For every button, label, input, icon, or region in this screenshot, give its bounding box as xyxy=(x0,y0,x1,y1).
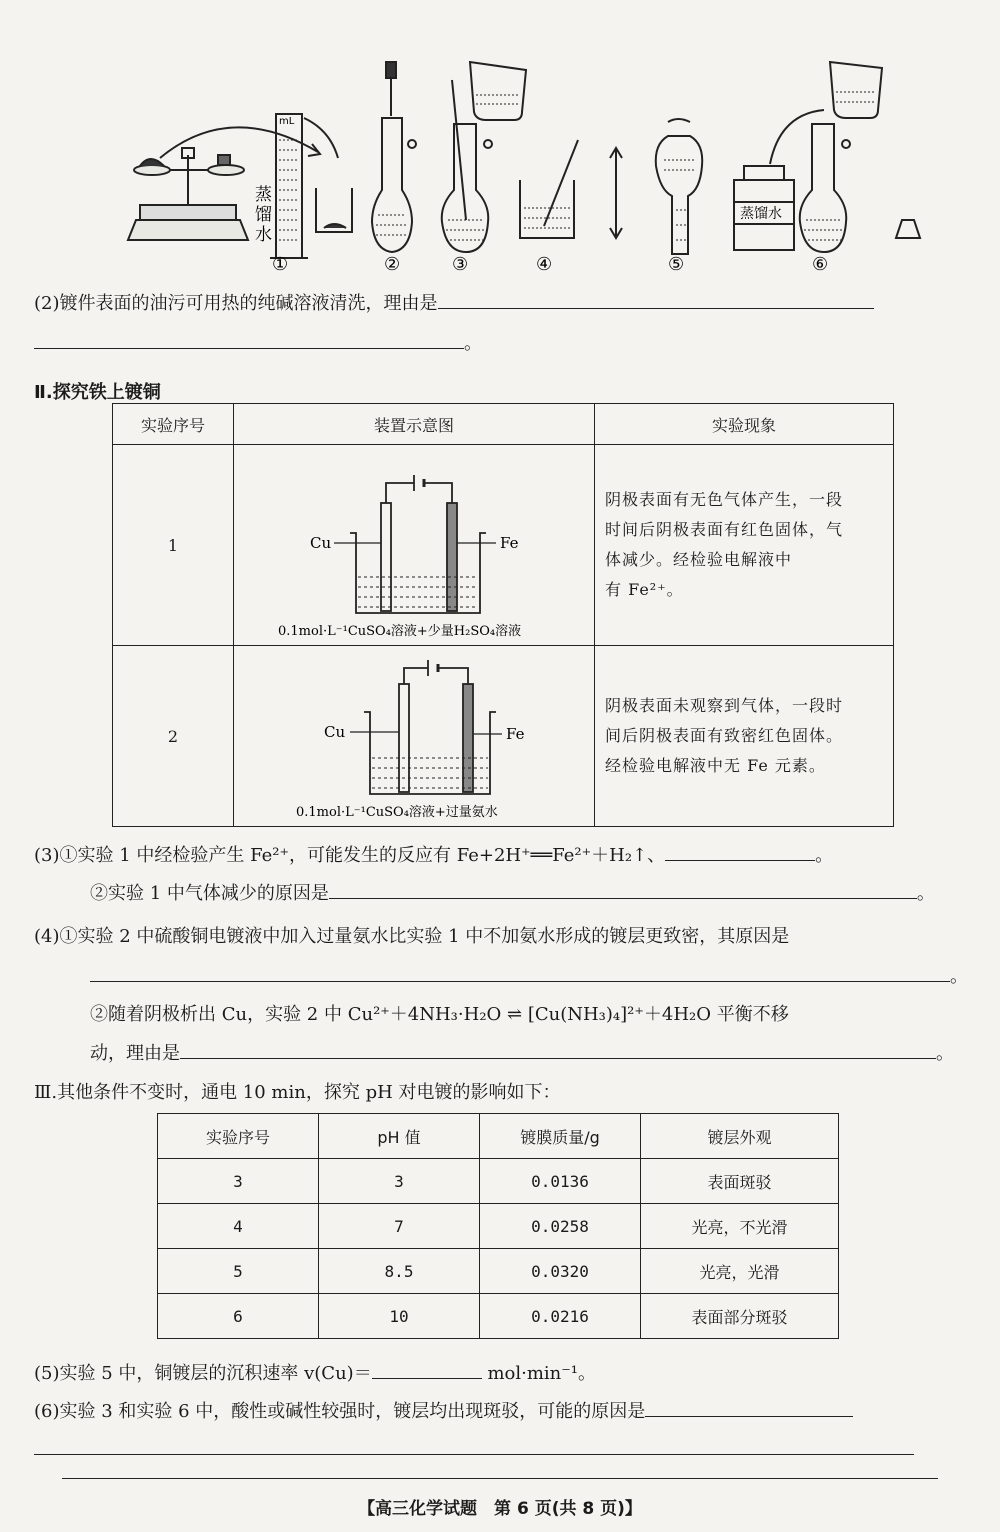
question-3-1: (3)①实验 1 中经检验产生 Fe²⁺，可能发生的反应有 Fe+2H⁺══Fe²⁺＋H₂↑、 。 xyxy=(34,842,833,868)
electrolysis-setup-2 xyxy=(234,646,594,826)
table-header: 镀层外观 xyxy=(641,1114,839,1159)
section-2-title: Ⅱ.探究铁上镀铜 xyxy=(34,382,161,403)
table-row: 3 3 0.0136 表面斑驳 xyxy=(158,1159,839,1204)
electrolysis-setup-1 xyxy=(234,445,594,645)
inverted-flask-icon xyxy=(656,119,703,254)
volumetric-flask-icon xyxy=(442,62,526,252)
section-3-title: Ⅲ.其他条件不变时，通电 10 min，探究 pH 对电镀的影响如下： xyxy=(34,1082,561,1103)
answer-blank[interactable] xyxy=(645,1398,853,1417)
answer-blank[interactable] xyxy=(34,1436,914,1455)
answer-blank[interactable] xyxy=(665,842,815,861)
step-number: ① xyxy=(272,254,289,275)
stopper-icon xyxy=(896,220,920,238)
table-cell: 2 xyxy=(113,646,234,827)
table-row: 6 10 0.0216 表面部分斑驳 xyxy=(158,1294,839,1339)
final-flask-icon xyxy=(800,62,882,252)
phenomenon-cell: 阴极表面未观察到气体，一段时 间后阴极表面有致密红色固体。 经检验电解液中无 Fe 元素。 xyxy=(595,646,894,827)
question-2: (2)镀件表面的油污可用热的纯碱溶液清洗，理由是 xyxy=(34,290,874,316)
dropper-icon xyxy=(372,62,416,252)
question-4-2: ②随着阴极析出 Cu，实验 2 中 Cu²⁺＋4NH₃·H₂O ⇌ [Cu(NH₃)₄]²⁺＋4H₂O 平衡不移 xyxy=(90,1004,789,1025)
svg-text:Cu: Cu xyxy=(324,723,346,741)
experiment-table-2 xyxy=(157,1113,839,1339)
svg-text:Cu: Cu xyxy=(310,534,332,552)
step-number: ② xyxy=(384,254,401,275)
answer-blank[interactable] xyxy=(329,880,917,899)
table-row: 4 7 0.0258 光亮，不光滑 xyxy=(158,1204,839,1249)
question-3-2: ②实验 1 中气体减少的原因是 。 xyxy=(90,880,935,906)
experiment-table-1 xyxy=(112,403,894,827)
apparatus-cell xyxy=(234,646,595,827)
answer-blank[interactable] xyxy=(34,330,464,349)
cylinder-unit: mL xyxy=(279,116,295,127)
page-footer: 【高三化学试题 第 6 页(共 8 页)】 xyxy=(358,1499,642,1519)
answer-blank[interactable] xyxy=(372,1360,482,1379)
answer-blank[interactable] xyxy=(180,1040,936,1059)
step-number: ③ xyxy=(452,254,469,275)
table-header: pH 值 xyxy=(319,1114,480,1159)
table-cell: 1 xyxy=(113,445,234,646)
table-row: 5 8.5 0.0320 光亮，光滑 xyxy=(158,1249,839,1294)
question-5: (5)实验 5 中，铜镀层的沉积速率 v(Cu)＝ mol·min⁻¹。 xyxy=(34,1360,596,1386)
solution-caption: 0.1mol·L⁻¹CuSO₄溶液+少量H₂SO₄溶液 xyxy=(278,624,522,639)
step-number: ⑥ xyxy=(812,254,829,275)
solution-caption: 0.1mol·L⁻¹CuSO₄溶液+过量氨水 xyxy=(296,805,498,820)
stirring-beaker-icon xyxy=(520,140,578,238)
graduated-cylinder-icon xyxy=(270,114,308,258)
table-header: 实验现象 xyxy=(595,404,894,445)
beaker-icon xyxy=(316,188,352,232)
table-header: 镀膜质量/g xyxy=(480,1114,641,1159)
table-header: 实验序号 xyxy=(113,404,234,445)
table-header: 实验序号 xyxy=(158,1114,319,1159)
footer-divider xyxy=(62,1478,938,1479)
svg-text:蒸: 蒸 xyxy=(255,185,272,205)
svg-text:Fe: Fe xyxy=(500,534,519,552)
apparatus-illustration xyxy=(0,40,1000,280)
table-header: 装置示意图 xyxy=(234,404,595,445)
question-4-1: (4)①实验 2 中硫酸铜电镀液中加入过量氨水比实验 1 中不加氨水形成的镀层更致密，其原因是 xyxy=(34,926,790,947)
answer-blank[interactable] xyxy=(90,963,950,982)
question-6: (6)实验 3 和实验 6 中，酸性或碱性较强时，镀层均出现斑驳，可能的原因是 xyxy=(34,1398,853,1424)
phenomenon-cell: 阴极表面有无色气体产生，一段 时间后阴极表面有红色固体，气 体减少。经检验电解液中 有 Fe²⁺。 xyxy=(595,445,894,646)
step-number: ⑤ xyxy=(668,254,685,275)
apparatus-cell xyxy=(234,445,595,646)
step-number: ④ xyxy=(536,254,553,275)
bottle-label: 蒸馏水 xyxy=(740,206,782,222)
answer-blank[interactable] xyxy=(438,290,874,309)
svg-text:馏: 馏 xyxy=(255,205,272,225)
svg-text:水: 水 xyxy=(255,225,272,245)
svg-text:Fe: Fe xyxy=(506,725,525,743)
balance-icon xyxy=(128,148,248,240)
